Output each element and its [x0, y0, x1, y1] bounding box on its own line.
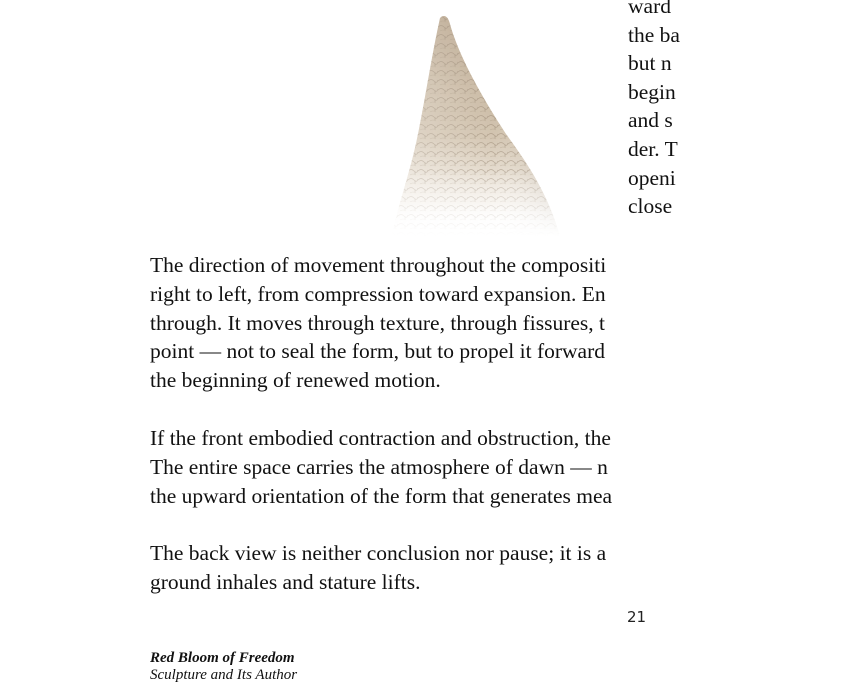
side-text-line: but n: [628, 51, 672, 76]
paragraph-line: The direction of movement throughout the compositi: [150, 253, 607, 277]
paragraph-line: the beginning of renewed motion.: [150, 368, 441, 393]
paragraph-line: The back view is neither conclusion nor pause; it is a: [150, 541, 607, 565]
footer-title: Red Bloom of Freedom: [150, 650, 295, 666]
body-paragraph-back-view: [150, 539, 850, 597]
side-text-line: ward: [628, 0, 671, 18]
page-number: 21: [627, 608, 647, 626]
paragraph-line: The entire space carries the atmosphere of dawn — n: [150, 454, 608, 479]
side-text-line: close: [628, 194, 673, 219]
paragraph-line: through. It moves through texture, through fissures, t: [150, 310, 606, 335]
side-text-line: the ba: [628, 22, 680, 47]
side-text-column: [628, 0, 828, 221]
body-paragraph-movement: [150, 251, 850, 395]
sculpture-image: [388, 14, 564, 236]
side-text-line: der. T: [628, 136, 678, 161]
footer-subtitle: Sculpture and Its Author: [150, 667, 298, 683]
paragraph-line: point — not to seal the form, but to propel it forward: [150, 339, 605, 364]
side-text-line: begin: [628, 79, 676, 104]
paragraph-line: If the front embodied contraction and obstruction, the: [150, 426, 611, 450]
side-text-line: openi: [628, 165, 676, 190]
body-paragraph-front: [150, 424, 850, 510]
paragraph-line: the upward orientation of the form that generates mea: [150, 483, 613, 508]
paragraph-line: right to left, from compression toward expansion. En: [150, 281, 606, 306]
paragraph-line: ground inhales and stature lifts.: [150, 569, 421, 594]
side-text-line: and s: [628, 108, 673, 133]
